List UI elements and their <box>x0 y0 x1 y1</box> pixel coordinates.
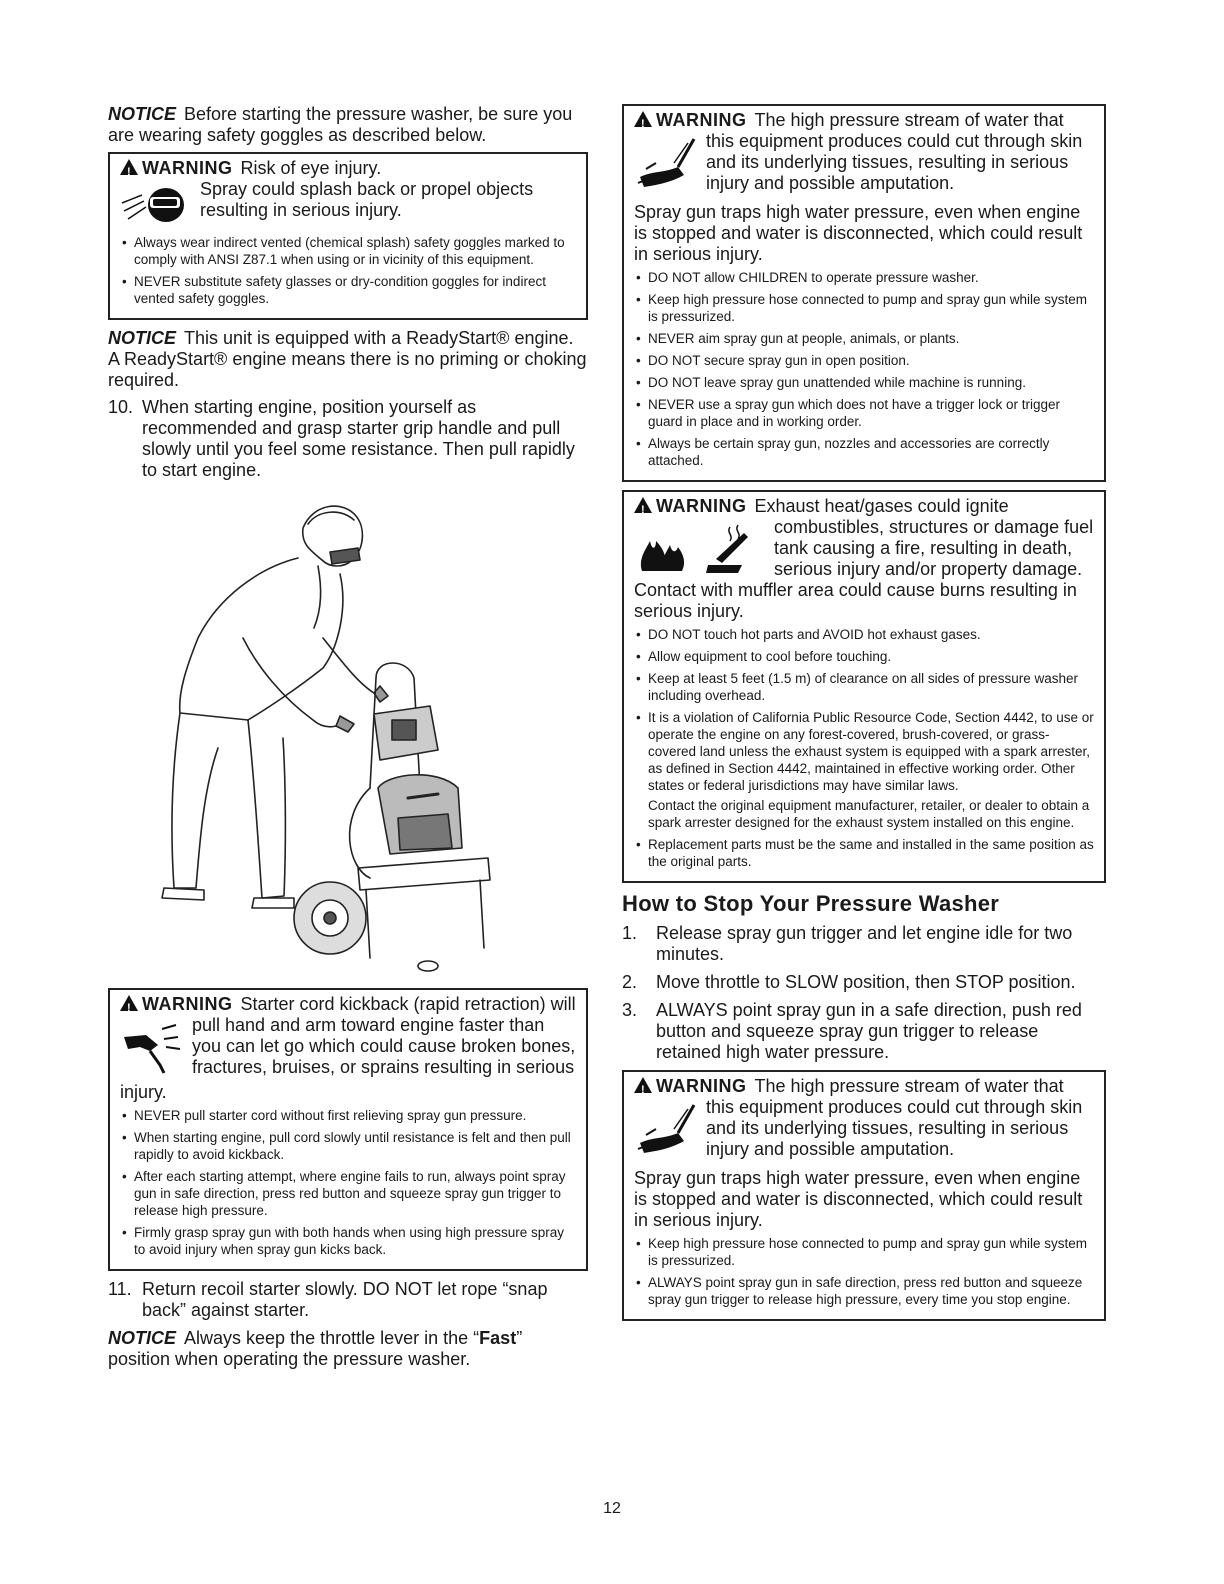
warning-body-text: this equipment produces could cut through skin and its underlying tissues, resulting in serious injury and possible amputation. <box>706 131 1083 193</box>
step-1 <box>622 923 1106 965</box>
section-heading: How to Stop Your Pressure Washer <box>622 891 1000 916</box>
warning-lead-text: Contact with muffler area could cause burns resulting in serious injury. <box>634 580 1077 621</box>
warning-body <box>634 131 1094 202</box>
warning-lead-text: Spray gun traps high water pressure, even when engine is stopped and water is disconnected, which could result in serious injury. <box>634 1168 1083 1230</box>
right-column <box>622 104 1106 1329</box>
warning-label: WARNING <box>142 158 233 178</box>
bullet-item: • NEVER pull starter cord without first relieving spray gun pressure. <box>120 1107 576 1124</box>
start-steps-continued <box>108 1279 588 1321</box>
warning-body <box>634 1097 1094 1168</box>
warning-body-text: pull hand and arm toward engine faster than you can let go which could cause broken bones, fractures, bruises, or sprains resulting in serious <box>192 1015 576 1077</box>
warning-label: WARNING <box>656 496 747 516</box>
warning-label: WARNING <box>656 110 747 130</box>
warning-body-text: combustibles, structures or damage fuel tank causing a fire, resulting in death, serious injury and/or property damage. <box>774 517 1094 579</box>
warning-lead-text: Spray gun traps high water pressure, even when engine is stopped and water is disconnected, which could result in serious injury. <box>634 202 1083 264</box>
warning-body-text: this equipment produces could cut through skin and its underlying tissues, resulting in serious injury and possible amputation. <box>706 1097 1083 1159</box>
step-text: Move throttle to SLOW position, then STOP position. <box>656 972 1076 992</box>
step-3 <box>622 1000 1106 1063</box>
bullet-item: • DO NOT allow CHILDREN to operate pressure washer. <box>634 269 1094 286</box>
notice-keyword: NOTICE <box>108 328 177 348</box>
warning-headline: The high pressure stream of water that <box>754 110 1064 130</box>
warning-box-exhaust <box>622 490 1106 883</box>
warning-triangle-icon <box>120 159 138 175</box>
warning-bullets <box>120 234 576 307</box>
step-number: 2. <box>622 972 638 992</box>
notice-text: This unit is equipped with a ReadyStart® engine. A ReadyStart® engine means there is no priming or choking required. <box>108 328 587 390</box>
bullet-item: • Replacement parts must be the same and installed in the same position as the original parts. <box>634 836 1094 870</box>
safety-goggles-icon <box>120 181 192 230</box>
warning-box-high-pressure-stream-2 <box>622 1070 1106 1321</box>
notice-text-pre: Always keep the throttle lever in the “ <box>184 1328 480 1348</box>
notice-throttle <box>108 1328 588 1370</box>
step-2 <box>622 972 1106 993</box>
step-text: When starting engine, position yourself as recommended and grasp starter grip handle and pull slowly until you feel some resistance. Then pull rapidly to start engine. <box>142 397 575 480</box>
step-number: 10. <box>108 397 134 417</box>
notice-text-bold: Fast <box>479 1328 517 1348</box>
bullet-item: • Always be certain spray gun, nozzles and accessories are correctly attached. <box>634 435 1094 469</box>
spark-arrester-note: Contact the original equipment manufacturer, retailer, or dealer to obtain a spark arrester designed for the exhaust system installed on this engine. <box>648 798 1090 830</box>
man-starting-pressure-washer-illustration <box>108 488 588 978</box>
warning-body-text: Spray could splash back or propel objects resulting in serious injury. <box>200 179 534 220</box>
warning-bullets <box>634 1235 1094 1308</box>
warning-header <box>120 994 576 1015</box>
notice-text-post: ” position when operating the pressure washer. <box>108 1328 523 1369</box>
step-11 <box>108 1279 588 1321</box>
step-number: 3. <box>622 1000 638 1020</box>
warning-box-high-pressure-stream <box>622 104 1106 482</box>
bullet-item: • When starting engine, pull cord slowly until resistance is felt and then pull rapidly to avoid kickback. <box>120 1129 576 1163</box>
notice-readystart <box>108 328 588 391</box>
bullet-item: • NEVER substitute safety glasses or dry-condition goggles for indirect vented safety goggles. <box>120 273 576 307</box>
warning-bullets <box>634 269 1094 469</box>
warning-bullets <box>634 626 1094 794</box>
step-number: 1. <box>622 923 638 943</box>
notice-keyword: NOTICE <box>108 104 177 124</box>
injection-hazard-icon <box>634 1099 698 1168</box>
warning-label: WARNING <box>142 994 233 1014</box>
warning-headline: The high pressure stream of water that <box>754 1076 1064 1096</box>
step-10 <box>108 397 588 481</box>
warning-body <box>634 517 1094 580</box>
warning-bullets <box>120 1107 576 1258</box>
warning-box-starter-cord <box>108 988 588 1271</box>
bullet-item: • Keep high pressure hose connected to pump and spray gun while system is pressurized. <box>634 291 1094 325</box>
warning-bullets-last <box>634 836 1094 870</box>
warning-label: WARNING <box>656 1076 747 1096</box>
warning-header <box>634 110 1094 131</box>
warning-triangle-icon <box>634 111 652 127</box>
step-text: Release spray gun trigger and let engine idle for two minutes. <box>656 923 1073 964</box>
bullet-item: • After each starting attempt, where engine fails to run, always point spray gun in safe direction, press red button and squeeze spray gun trigger to release high pressure. <box>120 1168 576 1219</box>
warning-body-tail: injury. <box>120 1082 167 1102</box>
warning-header <box>634 1076 1094 1097</box>
bullet-item: • NEVER use a spray gun which does not have a trigger lock or trigger guard in place and in working order. <box>634 396 1094 430</box>
left-column <box>108 104 588 1376</box>
bullet-item: • Firmly grasp spray gun with both hands when using high pressure spray to avoid injury when spray gun kicks back. <box>120 1224 576 1258</box>
warning-headline: Risk of eye injury. <box>240 158 382 178</box>
stop-steps <box>622 923 1106 1063</box>
bullet-item: • ALWAYS point spray gun in safe direction, press red button and squeeze spray gun trigger to release high pressure, every time you stop engine. <box>634 1274 1094 1308</box>
bullet-item: • Keep high pressure hose connected to pump and spray gun while system is pressurized. <box>634 1235 1094 1269</box>
injection-hazard-icon <box>634 133 698 202</box>
bullet-item: • It is a violation of California Public Resource Code, Section 4442, to use or operate the engine on any forest-covered, brush-covered, or grass-covered land unless the exhaust system is equipped with a spark arrester, as defined in Section 4442, maintained in effective working order. Other states or federal jurisdictions may have similar laws. <box>634 709 1094 794</box>
warning-box-eye-injury <box>108 152 588 320</box>
bullet-item: • DO NOT touch hot parts and AVOID hot exhaust gases. <box>634 626 1094 643</box>
warning-body <box>120 179 576 230</box>
bullet-item: • Always wear indirect vented (chemical splash) safety goggles marked to comply with ANSI Z87.1 when using or in vicinity of this equipment. <box>120 234 576 268</box>
bullet-item: • Keep at least 5 feet (1.5 m) of clearance on all sides of pressure washer including overhead. <box>634 670 1094 704</box>
step-number: 11. <box>108 1279 132 1299</box>
warning-triangle-icon <box>120 995 138 1011</box>
bullet-item: • DO NOT leave spray gun unattended while machine is running. <box>634 374 1094 391</box>
warning-header <box>120 158 576 179</box>
notice-text: Before starting the pressure washer, be sure you are wearing safety goggles as described below. <box>108 104 573 145</box>
bullet-item: • DO NOT secure spray gun in open position. <box>634 352 1094 369</box>
bullet-item: • NEVER aim spray gun at people, animals, or plants. <box>634 330 1094 347</box>
warning-triangle-icon <box>634 1077 652 1093</box>
notice-goggles <box>108 104 588 146</box>
warning-header <box>634 496 1094 517</box>
notice-keyword: NOTICE <box>108 1328 177 1348</box>
bullet-item: • Allow equipment to cool before touching. <box>634 648 1094 665</box>
page-number: 12 <box>603 1500 621 1517</box>
start-steps <box>108 397 588 481</box>
warning-body <box>120 1015 576 1082</box>
step-text: ALWAYS point spray gun in a safe direction, push red button and squeeze spray gun trigger to release retained high water pressure. <box>656 1000 1082 1062</box>
warning-headline: Exhaust heat/gases could ignite <box>754 496 1009 516</box>
warning-triangle-icon <box>634 497 652 513</box>
warning-headline: Starter cord kickback (rapid retraction) will <box>240 994 576 1014</box>
step-text: Return recoil starter slowly. DO NOT let rope “snap back” against starter. <box>142 1279 548 1320</box>
kickback-hand-icon <box>120 1017 184 1082</box>
fire-and-hot-surface-icons <box>634 519 766 580</box>
